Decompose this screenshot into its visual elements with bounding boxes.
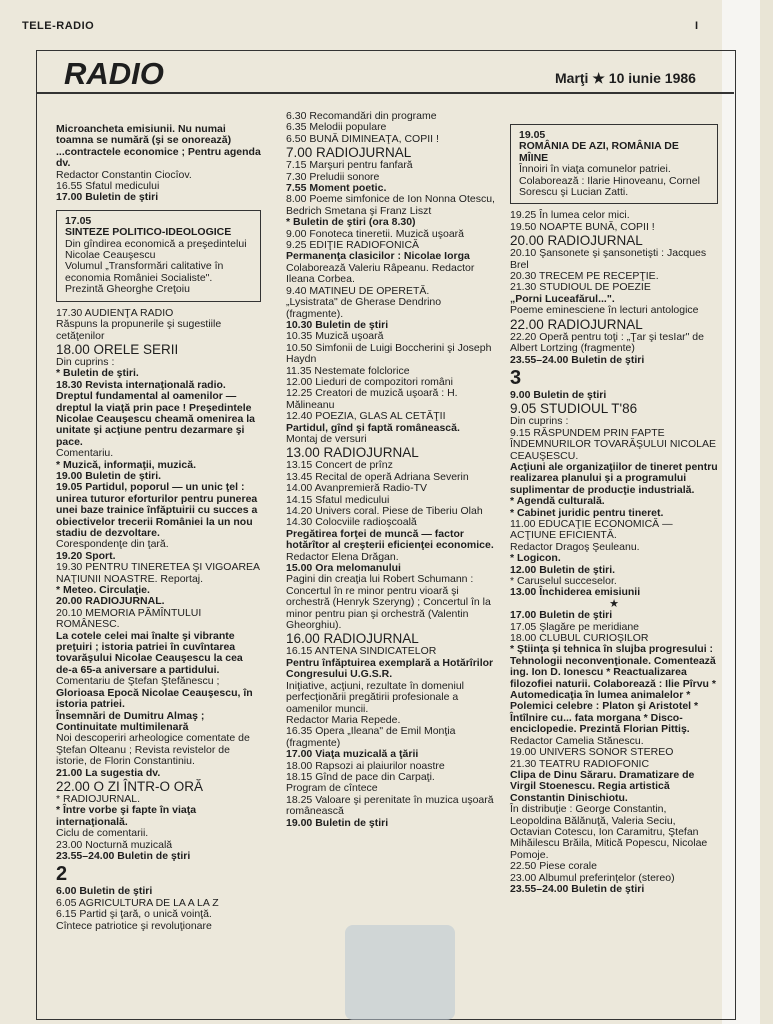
program-line: 12.40 POEZIA, GLAS AL CETĂŢII bbox=[286, 410, 446, 423]
program-line: Ciclu de comentarii. bbox=[56, 827, 149, 840]
program-line: 18.00 CLUBUL CURIOŞILOR bbox=[510, 632, 649, 645]
program-line: 6.15 Partid şi ţară, o unică voinţă. bbox=[56, 908, 212, 921]
program-line: „Porni Luceafărul...". bbox=[510, 292, 615, 305]
column-2 bbox=[286, 111, 498, 829]
program-line: Glorioasa Epocă Nicolae Ceauşescu, în istoria patriei. bbox=[56, 686, 253, 711]
program-heading: 20.00 RADIOJURNAL bbox=[510, 233, 643, 249]
program-line: 20.30 TRECEM PE RECEPŢIE. bbox=[510, 270, 659, 283]
program-line: 16.55 Sfatul medicului bbox=[56, 180, 160, 193]
program-line: 18.00 Rapsozi ai plaiurilor noastre bbox=[286, 759, 445, 772]
program-line: Însemnări de Dumitru Almaş ; Continuitate multimilenară bbox=[56, 709, 205, 733]
program-line: Comentariu. bbox=[56, 447, 114, 460]
program-line: 10.50 Simfonii de Luigi Boccherini şi Joseph Haydn bbox=[286, 341, 492, 366]
column-3 bbox=[510, 118, 718, 895]
program-line: Poeme eminesciene în lecturi antologice bbox=[510, 304, 699, 317]
day-number: 3 bbox=[510, 366, 522, 389]
radio-masthead: RADIO bbox=[64, 56, 164, 91]
program-line: 9.15 RĂSPUNDEM PRIN FAPTE ÎNDEMNURILOR TOVARĂŞULUI NICOLAE CEAUŞESCU. bbox=[510, 426, 716, 462]
watermark-logo bbox=[345, 925, 455, 1020]
box-line: Colaborează : Ilarie Hinoveanu, Cornel Sorescu şi Lucian Zatti. bbox=[519, 174, 700, 199]
box-line: SINTEZE POLITICO-IDEOLOGICE bbox=[65, 226, 232, 239]
program-line: Corespondenţe din ţară. bbox=[56, 538, 169, 551]
program-line: 19.30 PENTRU TINERETEA ŞI VIGOAREA NAŢIUNII NOASTRE. Reportaj. bbox=[56, 561, 260, 585]
program-line: 7.30 Preludii sonore bbox=[286, 170, 380, 183]
program-line: 21.30 TEATRU RADIOFONIC bbox=[510, 757, 650, 770]
program-line: Pagini din creaţia lui Robert Schumann : Concertul în re minor pentru vioară şi orchestră (Henryk Szeryng) ; Concertul în la minor pentru pian şi orchestră (Valentin Gheorghiu). bbox=[286, 573, 491, 632]
program-line: 6.05 AGRICULTURA DE LA A LA Z bbox=[56, 896, 219, 909]
program-line: * Cabinet juridic pentru tineret. bbox=[510, 506, 664, 519]
program-heading: 9.05 STUDIOUL T'86 bbox=[510, 401, 638, 417]
program-line: Redactor Elena Drăgan. bbox=[286, 550, 399, 563]
program-line: 16.35 Opera „Ileana" de Emil Monţia (fragmente) bbox=[286, 725, 456, 749]
program-line: 13.00 Închiderea emisiunii bbox=[510, 586, 641, 599]
program-line: * Buletin de ştiri. bbox=[56, 367, 139, 380]
program-line: 19.50 NOAPTE BUNĂ, COPII ! bbox=[510, 220, 655, 233]
program-line: 14.30 Colocviile radioşcoală bbox=[286, 516, 417, 529]
program-line: Clipa de Dinu Săraru. Dramatizare de Virgil Stoenescu. Regia artistică Constantin Dinischiotu. bbox=[510, 768, 695, 804]
program-line: * Caruselul succeselor. bbox=[510, 575, 617, 587]
program-line: * Ştiinţa şi tehnica în slujba progresului : Tehnologii neconvenţionale. Comentează ing. Ion D. Ionescu * Reactualizarea filozofiei naturii. Colaborează : Ilie Pîrvu * Automedicaţia în lumea animalelor * Polemici celebre : Platon şi Aristotel * Întîlnire cu... fata morgana * Disco-enciclopedie. Prezintă Florian Pittiş. bbox=[510, 643, 716, 736]
program-line: 10.30 Buletin de ştiri bbox=[286, 318, 389, 331]
program-line: 19.05 Partidul, poporul — un unic ţel : unirea tuturor eforturilor pentru punerea unei baze trainice înfăptuirii cu succes a obiectivelor trecerii României la un nou stadiu de dezvoltare. bbox=[56, 481, 258, 539]
program-line: 6.30 Recomandări din programe bbox=[286, 110, 437, 122]
program-line: * Meteo. Circulaţie. bbox=[56, 584, 150, 597]
program-line: 18.30 Revista internaţională radio. Dreptul fundamental al oamenilor — dreptul la viaţă prin pace ! Preşedintele Nicolae Ceauşescu cheamă omenirea la unitate şi acţiune pentru dezarmare şi pace. bbox=[56, 378, 256, 448]
program-line: 7.55 Moment poetic. bbox=[286, 182, 387, 195]
program-line: 11.35 Nestemate folclorice bbox=[286, 364, 410, 377]
program-line: 19.00 UNIVERS SONOR STEREO bbox=[510, 746, 674, 759]
program-line: Redactor Constantin Ciocîov. bbox=[56, 168, 192, 181]
program-heading: 22.00 RADIOJURNAL bbox=[510, 316, 643, 332]
issue-date: Marţi ★ 10 iunie 1986 bbox=[555, 70, 696, 86]
program-line: Redactor Camelia Stănescu. bbox=[510, 734, 644, 747]
program-line: 18.25 Valoare şi perenitate în muzica uşoară românească bbox=[286, 793, 494, 818]
program-line: 19.00 Buletin de ştiri bbox=[286, 816, 389, 829]
program-line: Iniţiative, acţiuni, rezultate în domeniul perfecţionării pregătirii profesionale a oamenilor muncii. bbox=[286, 679, 465, 715]
program-line: 9.00 Fonoteca tineretii. Muzică uşoară bbox=[286, 227, 465, 240]
program-line: Acţiuni ale organizaţiilor de tineret pentru realizarea planului şi a programului suplimentar de producţie industrială. bbox=[510, 460, 718, 496]
box-line: 19.05 bbox=[519, 129, 546, 141]
program-line: 17.05 Şlagăre pe meridiane bbox=[510, 620, 640, 633]
program-line: În distribuţie : George Constantin, Leopoldina Bălănuţă, Valeria Seciu, Octavian Cotescu, Ion Caramitru, Ştefan Mihăilescu Brăila, Mitică Popescu, Nicolae Pomoje. bbox=[510, 803, 708, 861]
program-line: * Muzică, informaţii, muzică. bbox=[56, 458, 197, 471]
program-line: 19.20 Sport. bbox=[56, 549, 116, 562]
program-line: 12.00 Lieduri de compozitori români bbox=[286, 375, 453, 388]
program-line: Din cuprins : bbox=[56, 355, 115, 368]
program-line: 22.20 Operă pentru toţi : „Ţar şi tesIar" de Albert Lortzing (fragmente) bbox=[510, 330, 704, 355]
program-line: 23.00 Nocturnă muzicală bbox=[56, 838, 173, 851]
program-line: 17.00 Buletin de ştiri bbox=[56, 191, 159, 204]
box-line: Înnoiri în viaţa comunelor patriei. bbox=[519, 163, 671, 176]
program-line: 21.00 La sugestia dv. bbox=[56, 766, 161, 779]
program-line: 16.15 ANTENA SINDICATELOR bbox=[286, 645, 437, 658]
masthead-rule bbox=[36, 92, 734, 94]
program-line: Partidul, gînd şi faptă românească. bbox=[286, 421, 460, 434]
program-line: Redactor Dragoş Şeuleanu. bbox=[510, 540, 640, 553]
program-line: 8.00 Poeme simfonice de Ion Nonna Otescu, Bedrich Smetana şi Franz Liszt bbox=[286, 193, 495, 217]
program-heading: 16.00 RADIOJURNAL bbox=[286, 631, 419, 647]
program-line: Redactor Maria Repede. bbox=[286, 713, 401, 726]
separator-star: ★ bbox=[609, 597, 619, 610]
day-number: 2 bbox=[56, 863, 68, 886]
program-line: Comentariu de Ştefan Ştefănescu ; bbox=[56, 675, 220, 688]
program-line: 21.30 STUDIOUL DE POEZIE bbox=[510, 281, 651, 294]
box-line: ROMÂNIA DE AZI, ROMÂNIA DE MÎINE bbox=[519, 140, 679, 164]
section-header: TELE-RADIO bbox=[22, 20, 95, 32]
program-line: 23.55–24.00 Buletin de ştiri bbox=[510, 353, 645, 366]
program-line: 9.40 MATINEU DE OPERETĂ. bbox=[286, 284, 430, 297]
program-line: 15.00 Ora melomanului bbox=[286, 562, 401, 575]
program-line: * Logicon. bbox=[510, 552, 561, 565]
program-line: 17.30 AUDIENŢA RADIO bbox=[56, 306, 174, 319]
program-line: Noi descoperiri arheologice comentate de Ştefan Olteanu ; Revista revistelor de istorie, de Florin Constantiniu. bbox=[56, 732, 250, 768]
program-line: Pentru înfăptuirea exemplară a Hotărîrilor Congresului U.G.S.R. bbox=[286, 656, 494, 681]
program-heading: 13.00 RADIOJURNAL bbox=[286, 445, 419, 461]
program-line: 23.00 Albumul preferinţelor (stereo) bbox=[510, 871, 675, 884]
program-line: 22.50 Piese corale bbox=[510, 860, 597, 873]
program-heading: 7.00 RADIOJURNAL bbox=[286, 145, 412, 161]
program-box bbox=[56, 210, 261, 302]
program-line: Montaj de versuri bbox=[286, 432, 367, 445]
program-box bbox=[510, 124, 718, 204]
program-line: 17.00 Viaţa muzicală a ţării bbox=[286, 748, 419, 761]
program-line: 23.55–24.00 Buletin de ştiri bbox=[510, 882, 645, 895]
page-number: I bbox=[695, 20, 699, 32]
program-line: 17.00 Buletin de ştiri bbox=[510, 609, 613, 622]
program-line: 9.25 EDIŢIE RADIOFONICĂ bbox=[286, 239, 420, 252]
program-line: 13.15 Concert de prînz bbox=[286, 459, 393, 472]
program-heading: 22.00 O ZI ÎNTR-O ORĂ bbox=[56, 778, 204, 794]
program-line: La cotele celei mai înalte şi vibrante preţuiri ; istoria patriei în cuvîntarea tovarăşului Nicolae Ceauşescu la cea de-a 65-a aniversare a partidului. bbox=[56, 629, 243, 676]
program-line: 23.55–24.00 Buletin de ştiri bbox=[56, 849, 191, 862]
program-line: 6.50 BUNĂ DIMINEAŢA, COPII ! bbox=[286, 132, 439, 145]
program-line: „Lysistrata" de Gherase Dendrino (fragmente). bbox=[286, 296, 442, 320]
program-line: 9.00 Buletin de ştiri bbox=[510, 388, 607, 401]
box-line: 17.05 bbox=[65, 214, 92, 227]
program-line: Pregătirea forţei de muncă — factor hotărîtor al creşterii eficienţei economice. bbox=[286, 527, 494, 552]
program-line: 19.00 Buletin de ştiri. bbox=[56, 469, 162, 482]
program-line: 18.15 Gînd de pace din Carpaţi. bbox=[286, 770, 435, 783]
program-line: Răspuns la propunerile şi sugestiile cetăţenilor bbox=[56, 318, 222, 342]
program-line: * RADIOJURNAL. bbox=[56, 792, 141, 805]
program-line: Colaborează Valeriu Râpeanu. Redactor Ileana Corbea. bbox=[286, 261, 475, 286]
program-line: * Între vorbe şi fapte în viaţa internaţională. bbox=[56, 804, 197, 828]
program-line: 7.15 Marşuri pentru fanfară bbox=[286, 159, 413, 172]
program-line: 20.10 MEMORIA PĂMÎNTULUI ROMÂNESC. bbox=[56, 606, 202, 631]
program-line: 11.00 EDUCAŢIE ECONOMICĂ — ACŢIUNE EFICIENTĂ. bbox=[510, 517, 673, 542]
program-line: 20.00 RADIOJURNAL. bbox=[56, 595, 165, 608]
program-line: 14.00 Avanpremieră Radio-TV bbox=[286, 482, 428, 495]
program-heading: 18.00 ORELE SERII bbox=[56, 341, 179, 357]
program-line: 19.25 În lumea celor mici. bbox=[510, 209, 630, 222]
program-line: 6.00 Buletin de ştiri bbox=[56, 885, 153, 898]
program-line: Cîntece patriotice şi revoluţionare bbox=[56, 919, 212, 932]
program-line: Din cuprins : bbox=[510, 415, 569, 428]
program-line: Microancheta emisiunii. Nu numai toamna se numără (şi se onorează) ...contractele economice ; Pentru agenda dv. bbox=[56, 123, 261, 170]
program-line: 20.10 Şansonete şi şansonetişti : Jacques Brel bbox=[510, 247, 707, 271]
column-1 bbox=[56, 124, 261, 932]
program-line: 6.35 Melodii populare bbox=[286, 121, 387, 134]
program-line: Program de cîntece bbox=[286, 782, 378, 795]
program-line: 14.15 Sfatul medicului bbox=[286, 493, 390, 506]
program-line: * Agendă culturală. bbox=[510, 495, 605, 508]
program-line: * Buletin de ştiri (ora 8.30) bbox=[286, 216, 416, 229]
program-line: 13.45 Recital de operă Adriana Severin bbox=[286, 470, 469, 483]
program-line: 14.20 Univers coral. Piese de Tiberiu Olah bbox=[286, 505, 483, 517]
program-line: 12.00 Buletin de ştiri. bbox=[510, 563, 616, 576]
program-line: 10.35 Muzică uşoară bbox=[286, 330, 384, 343]
box-line: Din gîndirea economică a preşedintelui Nicolae Ceauşescu bbox=[65, 237, 247, 262]
program-line: Permanenţa clasicilor : Nicolae Iorga bbox=[286, 250, 470, 263]
box-line: Volumul „Transformări calitative în economia României Socialiste". Prezintă Gheorghe Creţoiu bbox=[65, 260, 224, 296]
program-line: 12.25 Creatori de muzică uşoară : H. Mălineanu bbox=[286, 387, 458, 411]
